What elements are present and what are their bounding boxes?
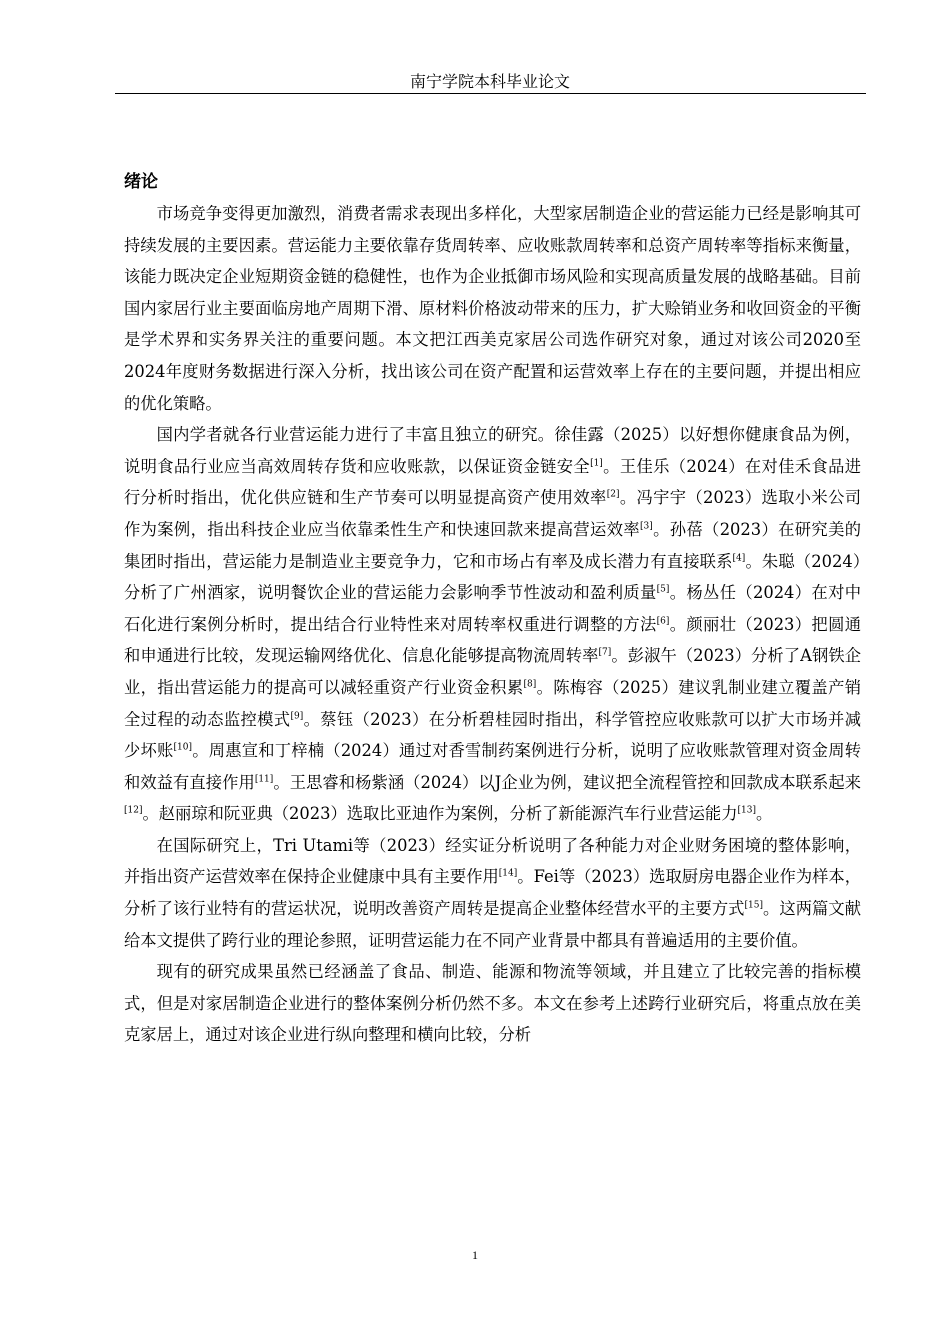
- citation-reference: [7]: [598, 647, 612, 658]
- body-paragraph: [124, 419, 861, 830]
- paragraph-text: 。彭淑午（2023）分析了A钢铁企业，指出营运能力的提高可以减轻重资产行业资金积累: [124, 646, 861, 697]
- paragraph-text: 。蔡钰（2023）在分析碧桂园时指出，科学管控应收账款可以扩大市场并减少坏账: [124, 709, 861, 761]
- paragraph-text: 在国际研究上，Tri Utami等（2023）经实证分析说明了各种能力对企业财务困境的整体影响，并指出资产运营效率在保持企业健康中具有主要作用: [124, 835, 861, 887]
- paragraph-text: 。周惠宣和丁梓楠（2024）通过对香雪制药案例进行分析，说明了应收账款管理对资金周转和效益有直接作用: [124, 741, 861, 792]
- paragraph-text: 。朱聪（2024）分析了广州酒家，说明餐饮企业的营运能力会影响季节性波动和盈利质量: [124, 551, 861, 603]
- citation-reference: [6]: [656, 616, 670, 627]
- paragraph-text: 。王佳乐（2024）在对佳禾食品进行分析时指出，优化供应链和生产节奏可以明显提高资产使用效率: [124, 456, 861, 508]
- paragraph-text: 现有的研究成果虽然已经涵盖了食品、制造、能源和物流等领域，并且建立了比较完善的指标模式，但是对家居制造企业进行的整体案例分析仍然不多。本文在参考上述跨行业研究后，将重点放在美克家居上，通过对该企业进行纵向整理和横向比较，分析: [124, 962, 861, 1045]
- page-number: 1: [472, 1248, 478, 1262]
- paragraph-text: 。陈梅容（2025）建议乳制业建立覆盖产销全过程的动态监控模式: [124, 677, 861, 729]
- citation-reference: [8]: [523, 679, 537, 690]
- citation-reference: [2]: [606, 489, 620, 500]
- paragraph-text: 。这两篇文献给本文提供了跨行业的理论参照，证明营运能力在不同产业背景中都具有普遍适用的主要价值。: [124, 899, 861, 950]
- paragraph-text: 。: [755, 804, 773, 824]
- body-paragraph: [124, 198, 861, 419]
- paragraph-text: 。赵丽琼和阮亚典（2023）选取比亚迪作为案例，分析了新能源汽车行业营运能力: [142, 804, 738, 824]
- paragraph-text: 。杨丛任（2024）在对中石化进行案例分析时，提出结合行业特性来对周转率权重进行调整的方法: [124, 583, 861, 634]
- header-divider: [115, 93, 866, 94]
- paragraph-text: 市场竞争变得更加激烈，消费者需求表现出多样化，大型家居制造企业的营运能力已经是影响其可持续发展的主要因素。营运能力主要依靠存货周转率、应收账款周转率和总资产周转率等指标来衡量，该能力既决定企业短期资金链的稳健性，也作为企业抵御市场风险和实现高质量发展的战略基础。目前国内家居行业主要面临房地产周期下滑、原材料价格波动带来的压力，扩大赊销业务和收回资金的平衡是学术界和实务界关注的重要问题。本文把江西美克家居公司选作研究对象，通过对该公司2020至2024年度财务数据进行深入分析，找出该公司在资产配置和运营效率上存在的主要问题，并提出相应的优化策略。: [124, 204, 861, 413]
- citation-reference: [12]: [124, 805, 143, 816]
- page-body: [124, 168, 861, 1051]
- paragraph-text: 。冯宇宇（2023）选取小米公司作为案例，指出科技企业应当依靠柔性生产和快速回款来提高营运效率: [124, 488, 861, 539]
- section-heading: 绪论: [124, 172, 158, 192]
- citation-reference: [11]: [254, 774, 274, 785]
- citation-reference: [5]: [656, 584, 670, 595]
- citation-reference: [4]: [732, 553, 746, 564]
- running-header: 南宁学院本科毕业论文: [409, 72, 570, 91]
- citation-reference: [15]: [744, 900, 763, 911]
- citation-reference: [1]: [590, 458, 603, 469]
- citation-reference: [9]: [290, 711, 304, 722]
- citation-reference: [13]: [737, 805, 756, 816]
- paragraph-list: [124, 198, 861, 1051]
- paragraph-text: 。颜丽壮（2023）把圆通和申通进行比较，发现运输网络优化、信息化能够提高物流周转率: [124, 614, 861, 666]
- paragraph-text: 。Fei等（2023）选取厨房电器企业作为样本，分析了该行业特有的营运状况，说明改善资产周转是提高企业整体经营水平的主要方式: [124, 867, 861, 919]
- body-paragraph: [124, 830, 861, 956]
- citation-reference: [10]: [173, 742, 193, 753]
- citation-reference: [14]: [498, 869, 518, 880]
- citation-reference: [3]: [640, 521, 653, 532]
- paragraph-text: 。孙蓓（2023）在研究美的集团时指出，营运能力是制造业主要竞争力，它和市场占有率及成长潜力有直接联系: [124, 519, 861, 571]
- paragraph-text: 。王思睿和杨紫涵（2024）以J企业为例，建议把全流程管控和回款成本联系起来: [273, 772, 861, 792]
- body-paragraph: [124, 956, 861, 1051]
- paragraph-text: 国内学者就各行业营运能力进行了丰富且独立的研究。徐佳露（2025）以好想你健康食品为例，说明食品行业应当高效周转存货和应收账款，以保证资金链安全: [124, 425, 861, 476]
